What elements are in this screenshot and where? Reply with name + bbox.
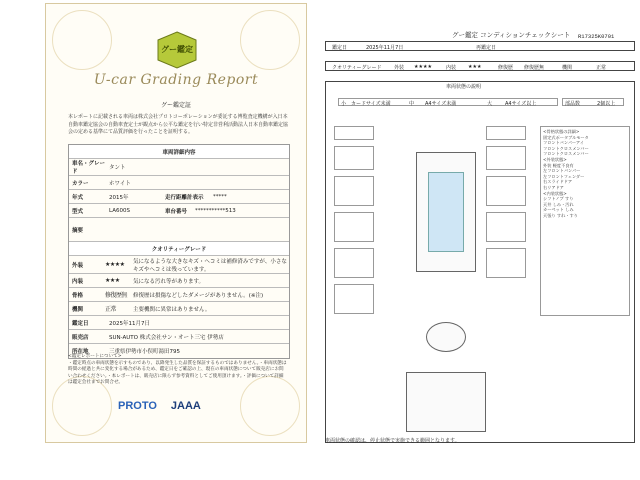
goo-seal-icon bbox=[154, 30, 200, 70]
table-row: 摘要 bbox=[69, 218, 289, 242]
damage-label-box bbox=[486, 248, 526, 278]
quality-header: クオリティーグレード bbox=[69, 242, 289, 256]
certificate-intro: 本レポートに記載される車両は株式会社プロトコーポレーションが委託する博覧査定機構が入日本自動車鑑定協会の自動車査定士が観点から公平な鑑定を行い特定非営利活動法人日本自動車鑑定協会の定める基準にて品質評価を行ったことを証明する。 bbox=[68, 114, 289, 135]
table-header: 車両詳細内容 bbox=[69, 145, 289, 159]
damage-label-box bbox=[334, 146, 374, 170]
grading-certificate bbox=[45, 3, 307, 443]
damage-label-box bbox=[334, 126, 374, 140]
quality-row-frame: 骨格 修復歴無 修復歴は損傷などしたダメージがありません。(※注) bbox=[69, 288, 289, 302]
vehicle-details-table bbox=[68, 144, 290, 359]
car-interior-view bbox=[406, 372, 486, 432]
logos bbox=[118, 400, 201, 412]
table-row: カラー ホワイト bbox=[69, 176, 289, 190]
ornament-flourish bbox=[240, 10, 300, 70]
date-row: 鑑定日 2025年11月7日 再鑑定日 bbox=[325, 41, 635, 51]
certificate-title: U-car Grading Report bbox=[93, 72, 259, 88]
panel-count: 部品数 2個以上 bbox=[562, 98, 624, 106]
size-legend: 小 カードサイズ未満 中 A4サイズ未満 大 A4サイズ以上 bbox=[338, 98, 558, 106]
condition-box bbox=[325, 81, 635, 443]
quality-row-exterior: 外装 ★★★★ 気になるような大きなキズ・ヘコミは補修済みですが、小さなキズやヘコミは残っています。 bbox=[69, 256, 289, 274]
damage-label-box bbox=[334, 284, 374, 314]
interior-notes-panel: <骨格状態の詳細> 固定式ポータブルモータ フロントバンパーアイ フロントクロスメンバー フロントクロスメンバー <外装状態> 外装 軽度不良有 左フロントバンパー 左フロントフェンダー 右スライドドア 右リアドア <内装状態> シフトノブ すり 天井 しみ・汚れ カーペット しみ 天張り すれ・すり bbox=[540, 126, 630, 316]
quality-row-engine: 機関 正常 主要機関に異常はありません。 bbox=[69, 302, 289, 316]
condition-header: 車両状態の説明 bbox=[446, 84, 482, 90]
damage-label-box bbox=[334, 248, 374, 278]
quality-row-interior: 内装 ★★★ 気になる汚れ等があります。 bbox=[69, 274, 289, 288]
damage-label-box bbox=[486, 146, 526, 170]
location-row: 所在地 三重県伊勢市小俣町湯田795 bbox=[72, 349, 180, 355]
seal-text: グー鑑定 bbox=[161, 45, 193, 54]
dealer-row: 販売店 SUN-AUTO 株式会社サン・オート三宅 伊勢店 bbox=[69, 330, 289, 344]
damage-label-box bbox=[334, 176, 374, 206]
car-roof bbox=[428, 172, 464, 252]
jaaa-logo: JAAA bbox=[170, 400, 201, 412]
damage-label-box bbox=[486, 212, 526, 242]
sheet-footnote: 車両状態の確認は、停止状態で実施できる範囲となります。 bbox=[325, 438, 460, 444]
condition-check-sheet bbox=[325, 33, 635, 445]
inspection-date-row: 鑑定日 2025年11月7日 bbox=[69, 316, 289, 330]
sheet-title: グー鑑定 コンディションチェックシート bbox=[452, 31, 571, 39]
steering-wheel-icon bbox=[426, 322, 466, 352]
damage-label-box bbox=[486, 176, 526, 206]
damage-label-box bbox=[486, 126, 526, 140]
grade-row: クオリティーグレード 外装 ★★★★ 内装 ★★★ 修復歴 修復歴無 機関 正常 bbox=[325, 61, 635, 71]
document-id: R17325K0701 bbox=[578, 33, 615, 40]
certificate-notes: <鑑定レポートについて> ・鑑定時点の車両状態を示すものであり、以降発生した品質を保証するものではありません。・車両状態は時間の経過と共に変化する場合があるため、鑑定日をご確認の上、現在の車両状態について販売店にお問い合わせください。・本レポートは、販売店に限らず参考資料としてご使用頂けます。・評価について詳細は鑑定会社までお問合せ。 bbox=[68, 354, 287, 386]
table-row: 型式 LA600S 車台番号 ***********513 bbox=[69, 204, 289, 218]
proto-logo: PROTO bbox=[118, 400, 157, 412]
ornament-flourish bbox=[52, 10, 112, 70]
table-row: 年式 2015年 走行距離計表示 ***** bbox=[69, 190, 289, 204]
certificate-subtitle: グー鑑定証 bbox=[160, 102, 191, 109]
table-row: 車名・グレード タント bbox=[69, 159, 289, 176]
damage-label-box bbox=[334, 212, 374, 242]
